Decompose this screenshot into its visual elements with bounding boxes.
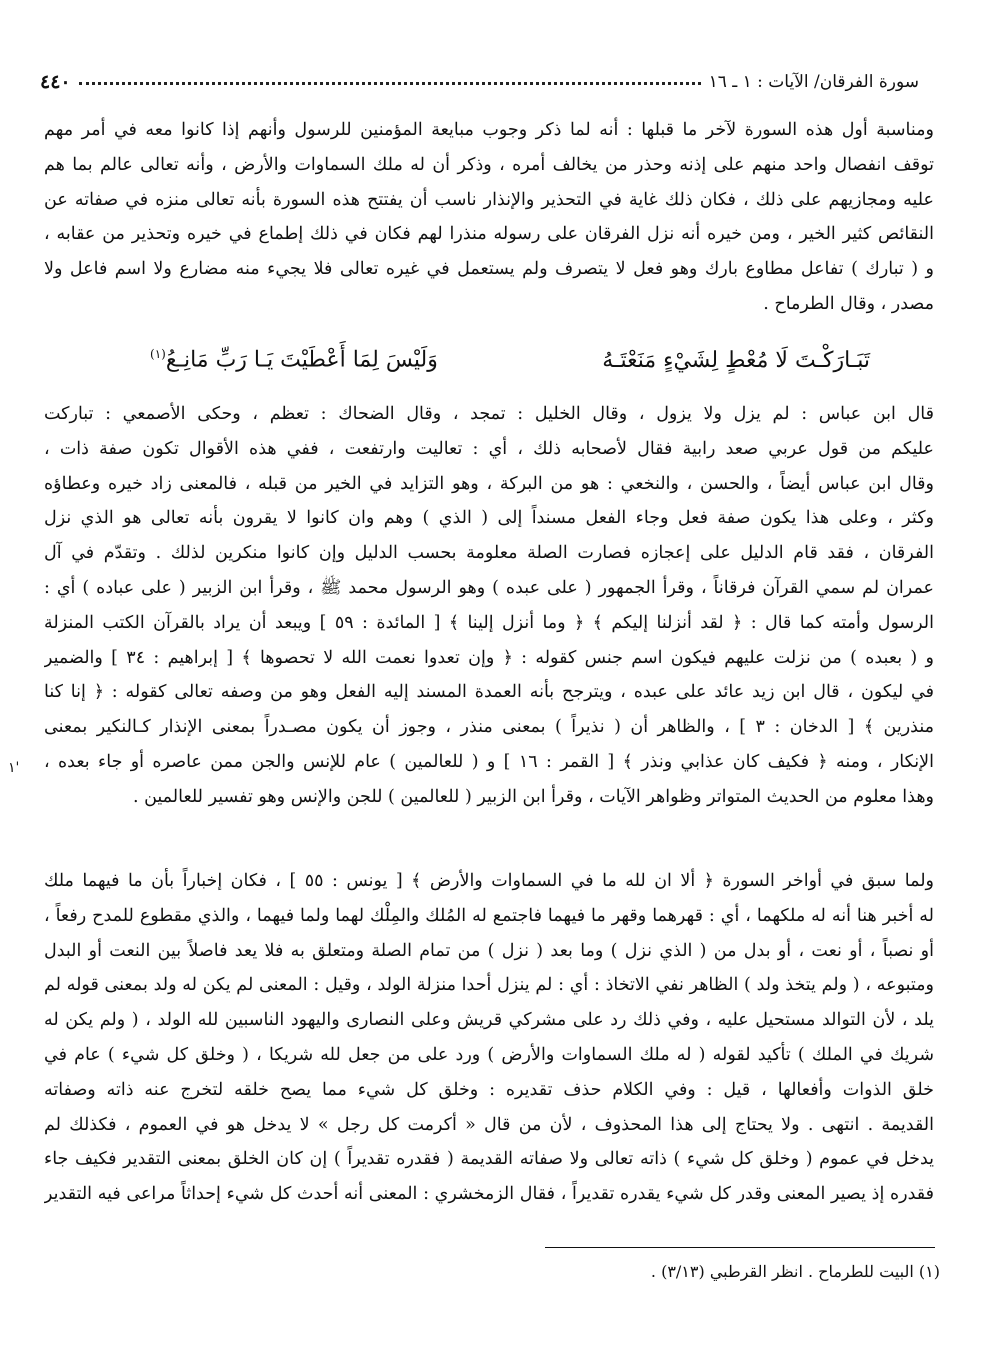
- text-line: ولما سبق في أواخر السورة ﴿ ألا ان لله ما في السماوات والأرض ﴾ [ يونس : ٥٥ ] ، فكان إخباراً بأن ما فيهما ملك: [44, 871, 934, 891]
- text-line: شريك في الملك ) تأكيد لقوله ( له ملك السماوات والأرض ) ورد على من جعل لله شريكا ، ( وخلق كل شيء ) عام في: [44, 1044, 934, 1065]
- text-line: و ( بعبده ) من نزلت عليهم فيكون اسم جنس كقوله : ﴿ وإن تعدوا نعمت الله لا تحصوها ﴾ [ إبراهيم : ٣٤ ] والضمير: [44, 647, 934, 668]
- text-line: وهذا معلوم من الحديث المتواتر وظواهر الآيات ، وقرأ ابن الزبير ( للعالمين ) للجن والإنس وهو تفسير للعالمين .: [132, 786, 934, 807]
- text-line: وكثر ، وعلى هذا يكون صفة فعل وجاء الفعل مسنداً إلى ( الذي ) وهم وان كانوا لا يقرون بأنه تعالى هو الذي نزل: [44, 508, 934, 529]
- text-line: توقف انفصال واحد منهم على إذنه وحذر من يخالف أمره ، وذكر أن له ملك السماوات والأرض ، وأنه تعالى عالم بما هم: [44, 154, 934, 175]
- text-line: و ( تبارك ) تفاعل مطاوع بارك وهو فعل لا يتصرف ولم يستعمل في غيره تعالى فلا يجيء منه مضارع ولا اسم فاعل ولا: [44, 259, 934, 280]
- text-line: خلق الذوات وأفعالها ، قيل : وفي الكلام حذف تقديره : وخلق كل شيء مما يصح خلقه لتخرج عنه ذاته وصفاته: [44, 1079, 934, 1100]
- header-leader-dots: [79, 80, 701, 85]
- text-line: النقائص كثير الخير ، ومن خيره أنه نزل الفرقان على رسوله منذرا لهم فكان في ذلك إطماع في خيره وتحذير من عقابه ،: [44, 224, 934, 245]
- poetry-verse: [150, 340, 870, 380]
- text-line: يلد ، لأن التوالد مستحيل عليه ، وفي ذلك رد على مشركي قريش وعلى النصارى واليهود الناسبين لله الولد ، ( ولم يكن له: [44, 1010, 934, 1031]
- text-line: عمران لم سمي القرآن فرقاناً ، وقرأ الجمهور ( على عبده ) وهو الرسول محمد ﷺ ، وقرأ ابن الزبير ( على عباده ) أي :: [44, 577, 934, 598]
- text-line: الإنكار ، ومنه ﴿ فكيف كان عذابي ونذر ﴾ [ القمر : ١٦ ] و ( للعالمين ) عام للإنس والجن ممن عاصره أو جاء بعده ،: [44, 751, 934, 772]
- text-line: له أخبر هنا أنه له ملكهما ، أي : قهرهما وقهر ما فيهما فاجتمع له المُلك والمِلْك لهما ولما فيهما ، والذي مقطوع للمدح رفعاً ،: [44, 905, 934, 926]
- text-line: أو نصباً ، أو نعت ، أو بدل من ( الذي نزل ) وما بعد ( نزل ) من تمام الصلة ومتعلق به فلا يعد فاصلاً بين النعت أو البدل: [44, 940, 934, 961]
- page-number: ٤٤٠: [40, 71, 71, 93]
- text-line: فقدره إذ يصير المعنى وقدر كل شيء يقدره تقديراً ، فقال الزمخشري : المعنى أنه أحدث كل شيء إحداثاً مراعى فيه التقدير: [44, 1184, 934, 1205]
- text-line: مصدر ، وقال الطرماح .: [763, 293, 934, 314]
- paragraph-intro: [44, 113, 934, 322]
- text-line: وقال ابن عباس أيضاً ، والحسن ، والنخعي : هو من البركة ، وهو التزايد في الخير من قبله ، فالمعنى زاد خيره وعطاؤه: [44, 473, 934, 494]
- text-line: عليكم من قول عربي صعد رابية فقال لأصحابه ذلك ، أي : تعاليت وارتفعت ، ففي هذه الأقوال تكون صفة ذات ،: [44, 438, 934, 459]
- text-line: قال ابن عباس : لم يزل ولا يزول ، وقال الخليل : تمجد ، وقال الضحاك : تعظم ، وحكى الأصمعي : تباركت: [44, 404, 934, 424]
- footnote-separator: [545, 1247, 935, 1248]
- text-line: يدخل في عموم ( وخلق كل شيء ) ذاته تعالى ولا صفاته القديمة ( فقدره تقديراً ) إن كان الخلق بمعنى التقدير فكيف جاء: [44, 1149, 934, 1170]
- footnote: (١) البيت للطرماح . انظر القرطبي (٣/١٣) .: [650, 1262, 940, 1281]
- running-title: سورة الفرقان/ الآيات : ١ ـ ١٦: [708, 72, 919, 92]
- paragraph-commentary: [44, 397, 934, 815]
- text-line: عليه ومجازيهم على ذلك ، فكان ذلك غاية في التحذير والإنذار ناسب أن يفتتح هذه السورة بأنه تعالى منزه في صفاته عن: [44, 189, 934, 210]
- paragraph-continuation: [44, 864, 934, 1212]
- text-line: في ليكون ، قال ابن زيد عائد على عبده ، ويترجح بأنه العمدة المسند إليه الفعل وهو من وصفه تعالى كقوله : ﴿ إنا كنا: [44, 682, 934, 703]
- running-header: [40, 64, 935, 100]
- text-line: ومتبوعه ، ( ولم يتخذ ولد ) الظاهر نفي الاتخاذ : أي : لم ينزل أحدا منزلة الولد ، وقيل : المعنى لم يكن له ولد بمعنى قوله لم: [44, 975, 934, 996]
- text-line: منذرين ﴾ [ الدخان : ٣ ] ، والظاهر أن ( نذيراً ) بمعنى منذر ، وجوز أن يكون مصـدراً بمعنى الإنذار كـالنكير بمعنى: [44, 717, 934, 738]
- text-line: ومناسبة أول هذه السورة لآخر ما قبلها : أنه لما ذكر وجوب مبايعة المؤمنين للرسول وأنهم إذا كانوا معه في أمر مهم: [44, 120, 934, 140]
- text-line: الرسول وأمته كما قال : ﴿ لقد أنزلنا إليكم ﴾ ﴿ وما أنزل إلينا ﴾ [ المائدة : ٥٩ ] ويبعد أن يراد بالقرآن الكتب المنزلة: [44, 612, 934, 633]
- footnote-reference: (١): [150, 347, 166, 362]
- verse-second-hemistich: وَلَيْسَ لِمَا أَعْطَيْتَ يَـا رَبِّ مَانِـعُ$^{(١)}$: [150, 347, 438, 373]
- text-line: الفرقان ، فقد قام الدليل على إعجازه فصارت الصلة معلومة بحسب الدليل وإن كانوا منكرين لذلك . وتقدّم في آل: [44, 543, 934, 564]
- text-line: القديمة . انتهى . ولا يحتاج إلى هذا المحذوف ، لأن من قال « أكرمت كل رجل » لا يدخل هو في العموم ، فكذلك لم: [44, 1114, 934, 1135]
- verse-first-hemistich: تَبَـارَكْـتَ لَا مُعْطٍ لِشَيْءٍ مَنَعْتَـهُ: [602, 347, 870, 373]
- margin-note: ١': [8, 760, 20, 776]
